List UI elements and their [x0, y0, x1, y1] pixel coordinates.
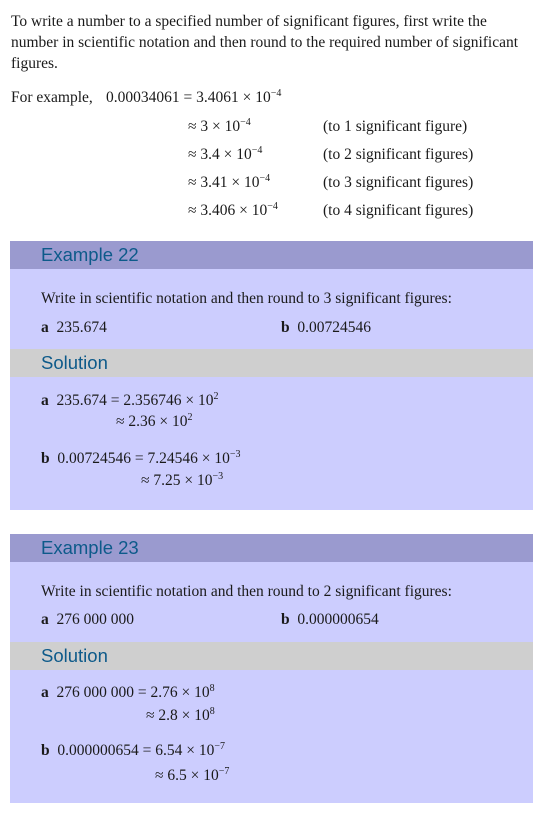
rounding-note-4: (to 4 significant figures)	[323, 202, 474, 219]
rounding-value-4: ≈ $3.406 \times 10^{-4}$	[188, 201, 278, 219]
example-22-sol-a-line2: ≈ $2.36 \times 10^2$	[116, 412, 193, 430]
example-23-solution-body	[10, 670, 533, 803]
rounding-value-3: ≈ $3.41 \times 10^{-4}$	[188, 173, 271, 191]
example-22-solution-body	[10, 377, 533, 510]
rounding-value-2: ≈ $3.4 \times 10^{-4}$	[188, 145, 263, 163]
example-22-question: Write in scientific notation and then round to 3 significant figures:	[41, 290, 452, 307]
example-23-sol-a-line1: a 276 000 $000 = 2.76 \times 10^8$	[41, 683, 215, 701]
intro-paragraph: To write a number to a specified number of significant figures, first write the number in scientific notation and then round to the required number of significant figures.	[11, 13, 519, 72]
example-23-question: Write in scientific notation and then round to 2 significant figures:	[41, 583, 452, 600]
example-22-solution-title: Solution	[41, 352, 108, 373]
example-23-part-a: a 276 000 000	[41, 611, 134, 628]
example-23-title-band	[10, 534, 533, 562]
example-equation: $0.00034061 = 3.4061 \times 10^{-4}$	[106, 88, 282, 106]
example-22-title-band	[10, 241, 533, 269]
example-23-title: Example 23	[41, 537, 139, 558]
rounding-note-1: (to 1 significant figure)	[323, 118, 468, 135]
example-prefix: For example,	[11, 89, 93, 106]
example-22-sol-a-line1: a $235.674 = 2.356746 \times 10^2$	[41, 391, 219, 409]
example-22-solution-band	[10, 349, 533, 377]
example-23-part-b: b 0.000000654	[281, 611, 379, 628]
example-22-sol-b-line1: b $0.00724546 = 7.24546 \times 10^{-3}$	[41, 449, 241, 467]
rounding-note-3: (to 3 significant figures)	[323, 174, 474, 191]
example-23-question-band	[10, 562, 533, 642]
example-22-part-b: b 0.00724546	[281, 319, 371, 336]
example-23-sol-b-line2: ≈ $6.5 \times 10^{-7}$	[155, 766, 230, 784]
example-23-sol-a-line2: ≈ $2.8 \times 10^8$	[146, 706, 215, 724]
rounding-value-1: ≈ $3 \times 10^{-4}$	[188, 117, 251, 135]
example-23-solution-title: Solution	[41, 645, 108, 666]
example-22-title: Example 22	[41, 244, 139, 265]
rounding-note-2: (to 2 significant figures)	[323, 146, 474, 163]
example-23-sol-b-line1: b $0.000000654 = 6.54 \times 10^{-7}$	[41, 741, 225, 759]
example-22-sol-b-line2: ≈ $7.25 \times 10^{-3}$	[141, 471, 224, 489]
example-23-solution-band	[10, 642, 533, 670]
example-22-part-a: a 235.674	[41, 319, 107, 336]
example-22-question-band	[10, 269, 533, 349]
